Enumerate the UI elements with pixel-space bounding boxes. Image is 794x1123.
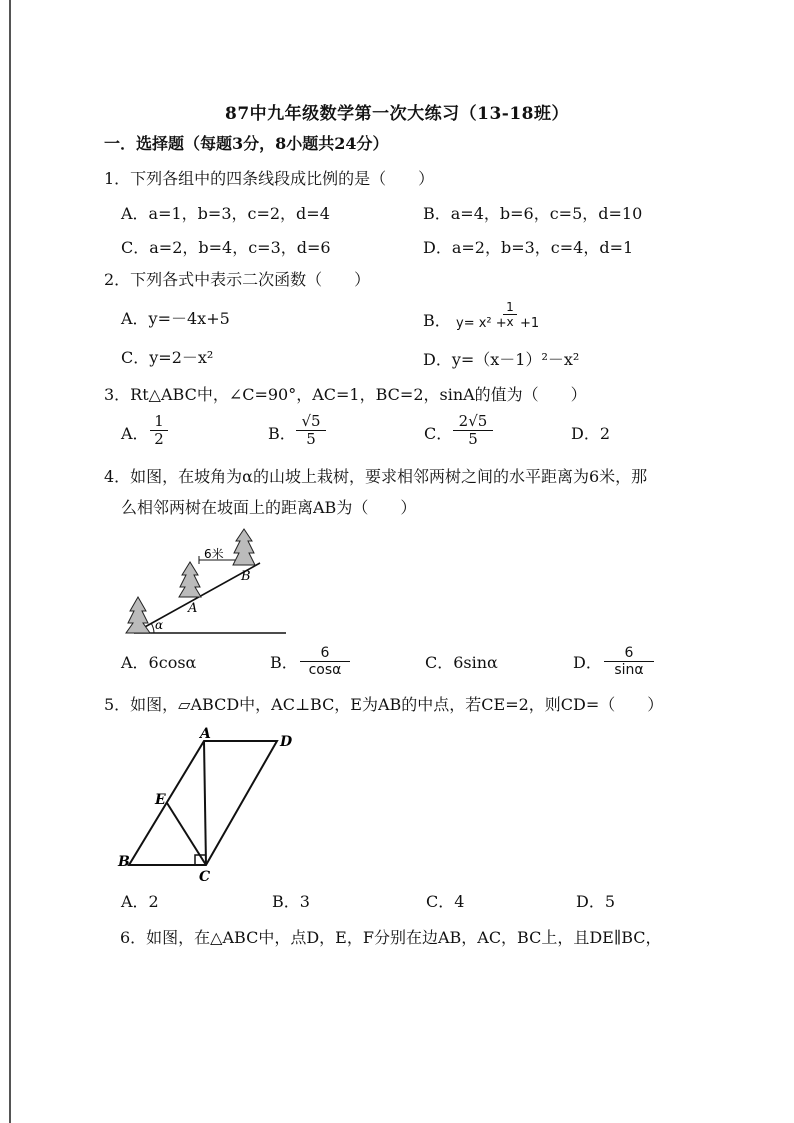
q4-option-b-fraction (300, 645, 350, 678)
point-b-label: B (241, 569, 251, 584)
tree-middle-icon (179, 562, 201, 597)
q2-option-b-label: B． (423, 311, 451, 330)
distance-label: 6米 (204, 547, 224, 561)
q2-option-c: C．y=2－x² (121, 348, 214, 367)
tree-left-icon (126, 597, 150, 633)
page-title: 87中九年级数学第一次大练习（13-18班） (224, 104, 570, 124)
q5-option-a: A．2 (121, 892, 159, 911)
q3-option-c-denominator: 5 (468, 430, 478, 448)
page-left-edge (9, 0, 11, 1123)
q3-option-b-numerator: √5 (296, 413, 326, 431)
q3-option-c-fraction (453, 413, 493, 448)
point-e-label: E (155, 792, 166, 808)
q6-stem: 6．如图，在△ABC中，点D，E，F分别在边AB，AC，BC上，且DE∥BC， (120, 928, 662, 947)
point-a-label: A (188, 601, 198, 616)
q3-option-c-numerator: 2√5 (453, 413, 493, 431)
segment-ac (204, 741, 206, 865)
q4-option-c: C．6sinα (425, 653, 498, 672)
q3-option-b-fraction (296, 413, 326, 448)
q4-option-d-label: D． (573, 653, 602, 672)
q4-option-d-numerator: 6 (604, 645, 654, 662)
section-heading: 一．选择题（每题3分，8小题共24分） (104, 134, 389, 153)
q3-option-a-fraction (150, 413, 168, 448)
q2-option-b-numerator: 1 (503, 300, 517, 315)
q1-option-d: D．a=2，b=3，c=4，d=1 (423, 238, 634, 257)
q4-option-d-fraction (604, 645, 654, 678)
q2-option-b-denominator: x (506, 315, 514, 329)
vertex-a-label: A (200, 726, 211, 742)
q1-stem: 1．下列各组中的四条线段成比例的是（ ） (104, 169, 435, 188)
q4-option-b-numerator: 6 (300, 645, 350, 662)
parallelogram-figure (115, 725, 300, 885)
q3-stem: 3．Rt△ABC中，∠C=90°，AC=1，BC=2，sinA的值为（ ） (104, 385, 587, 404)
angle-arc (151, 623, 154, 633)
q3-option-b-denominator: 5 (306, 430, 316, 448)
q2-option-b-fraction (503, 300, 517, 329)
q5-option-c: C．4 (426, 892, 465, 911)
q3-option-b-label: B． (268, 424, 296, 443)
q3-option-a-denominator: 2 (154, 430, 164, 448)
q4-option-d-denominator: sinα (614, 662, 644, 678)
q4-stem-line1: 4．如图，在坡角为α的山坡上栽树，要求相邻两树之间的水平距离为6米，那 (104, 467, 648, 486)
vertex-c-label: C (199, 869, 211, 885)
vertex-b-label: B (118, 854, 130, 870)
q3-option-a-numerator: 1 (150, 413, 168, 431)
q5-stem: 5．如图，▱ABCD中，AC⊥BC，E为AB的中点，若CE=2，则CD=（ ） (104, 695, 664, 714)
q3-option-a-label: A． (121, 424, 149, 443)
q2-option-b-expr: y= x² + (456, 316, 507, 331)
q2-option-a: A．y=－4x+5 (121, 309, 230, 328)
q5-option-b: B．3 (272, 892, 310, 911)
q2-option-d: D．y=（x－1）²－x² (423, 350, 580, 369)
parallelogram-abcd (129, 741, 277, 865)
q1-option-b: B．a=4，b=6，c=5，d=10 (423, 204, 643, 223)
q2-option-b-tail: +1 (520, 316, 540, 331)
tree-right-icon (233, 529, 255, 565)
q4-stem-line2: 么相邻两树在坡面上的距离AB为（ ） (121, 498, 417, 517)
angle-alpha-label: α (155, 618, 164, 632)
q1-option-c: C．a=2，b=4，c=3，d=6 (121, 238, 331, 257)
vertex-d-label: D (280, 734, 293, 750)
q4-option-b-denominator: cosα (308, 662, 342, 678)
q5-option-d: D．5 (576, 892, 616, 911)
q3-option-d: D．2 (571, 424, 611, 443)
q2-stem: 2．下列各式中表示二次函数（ ） (104, 270, 371, 289)
q4-option-a: A．6cosα (121, 653, 197, 672)
q4-option-b-label: B． (270, 653, 298, 672)
slope-figure (120, 525, 300, 640)
q1-option-a: A．a=1，b=3，c=2，d=4 (121, 204, 330, 223)
q3-option-c-label: C． (424, 424, 453, 443)
